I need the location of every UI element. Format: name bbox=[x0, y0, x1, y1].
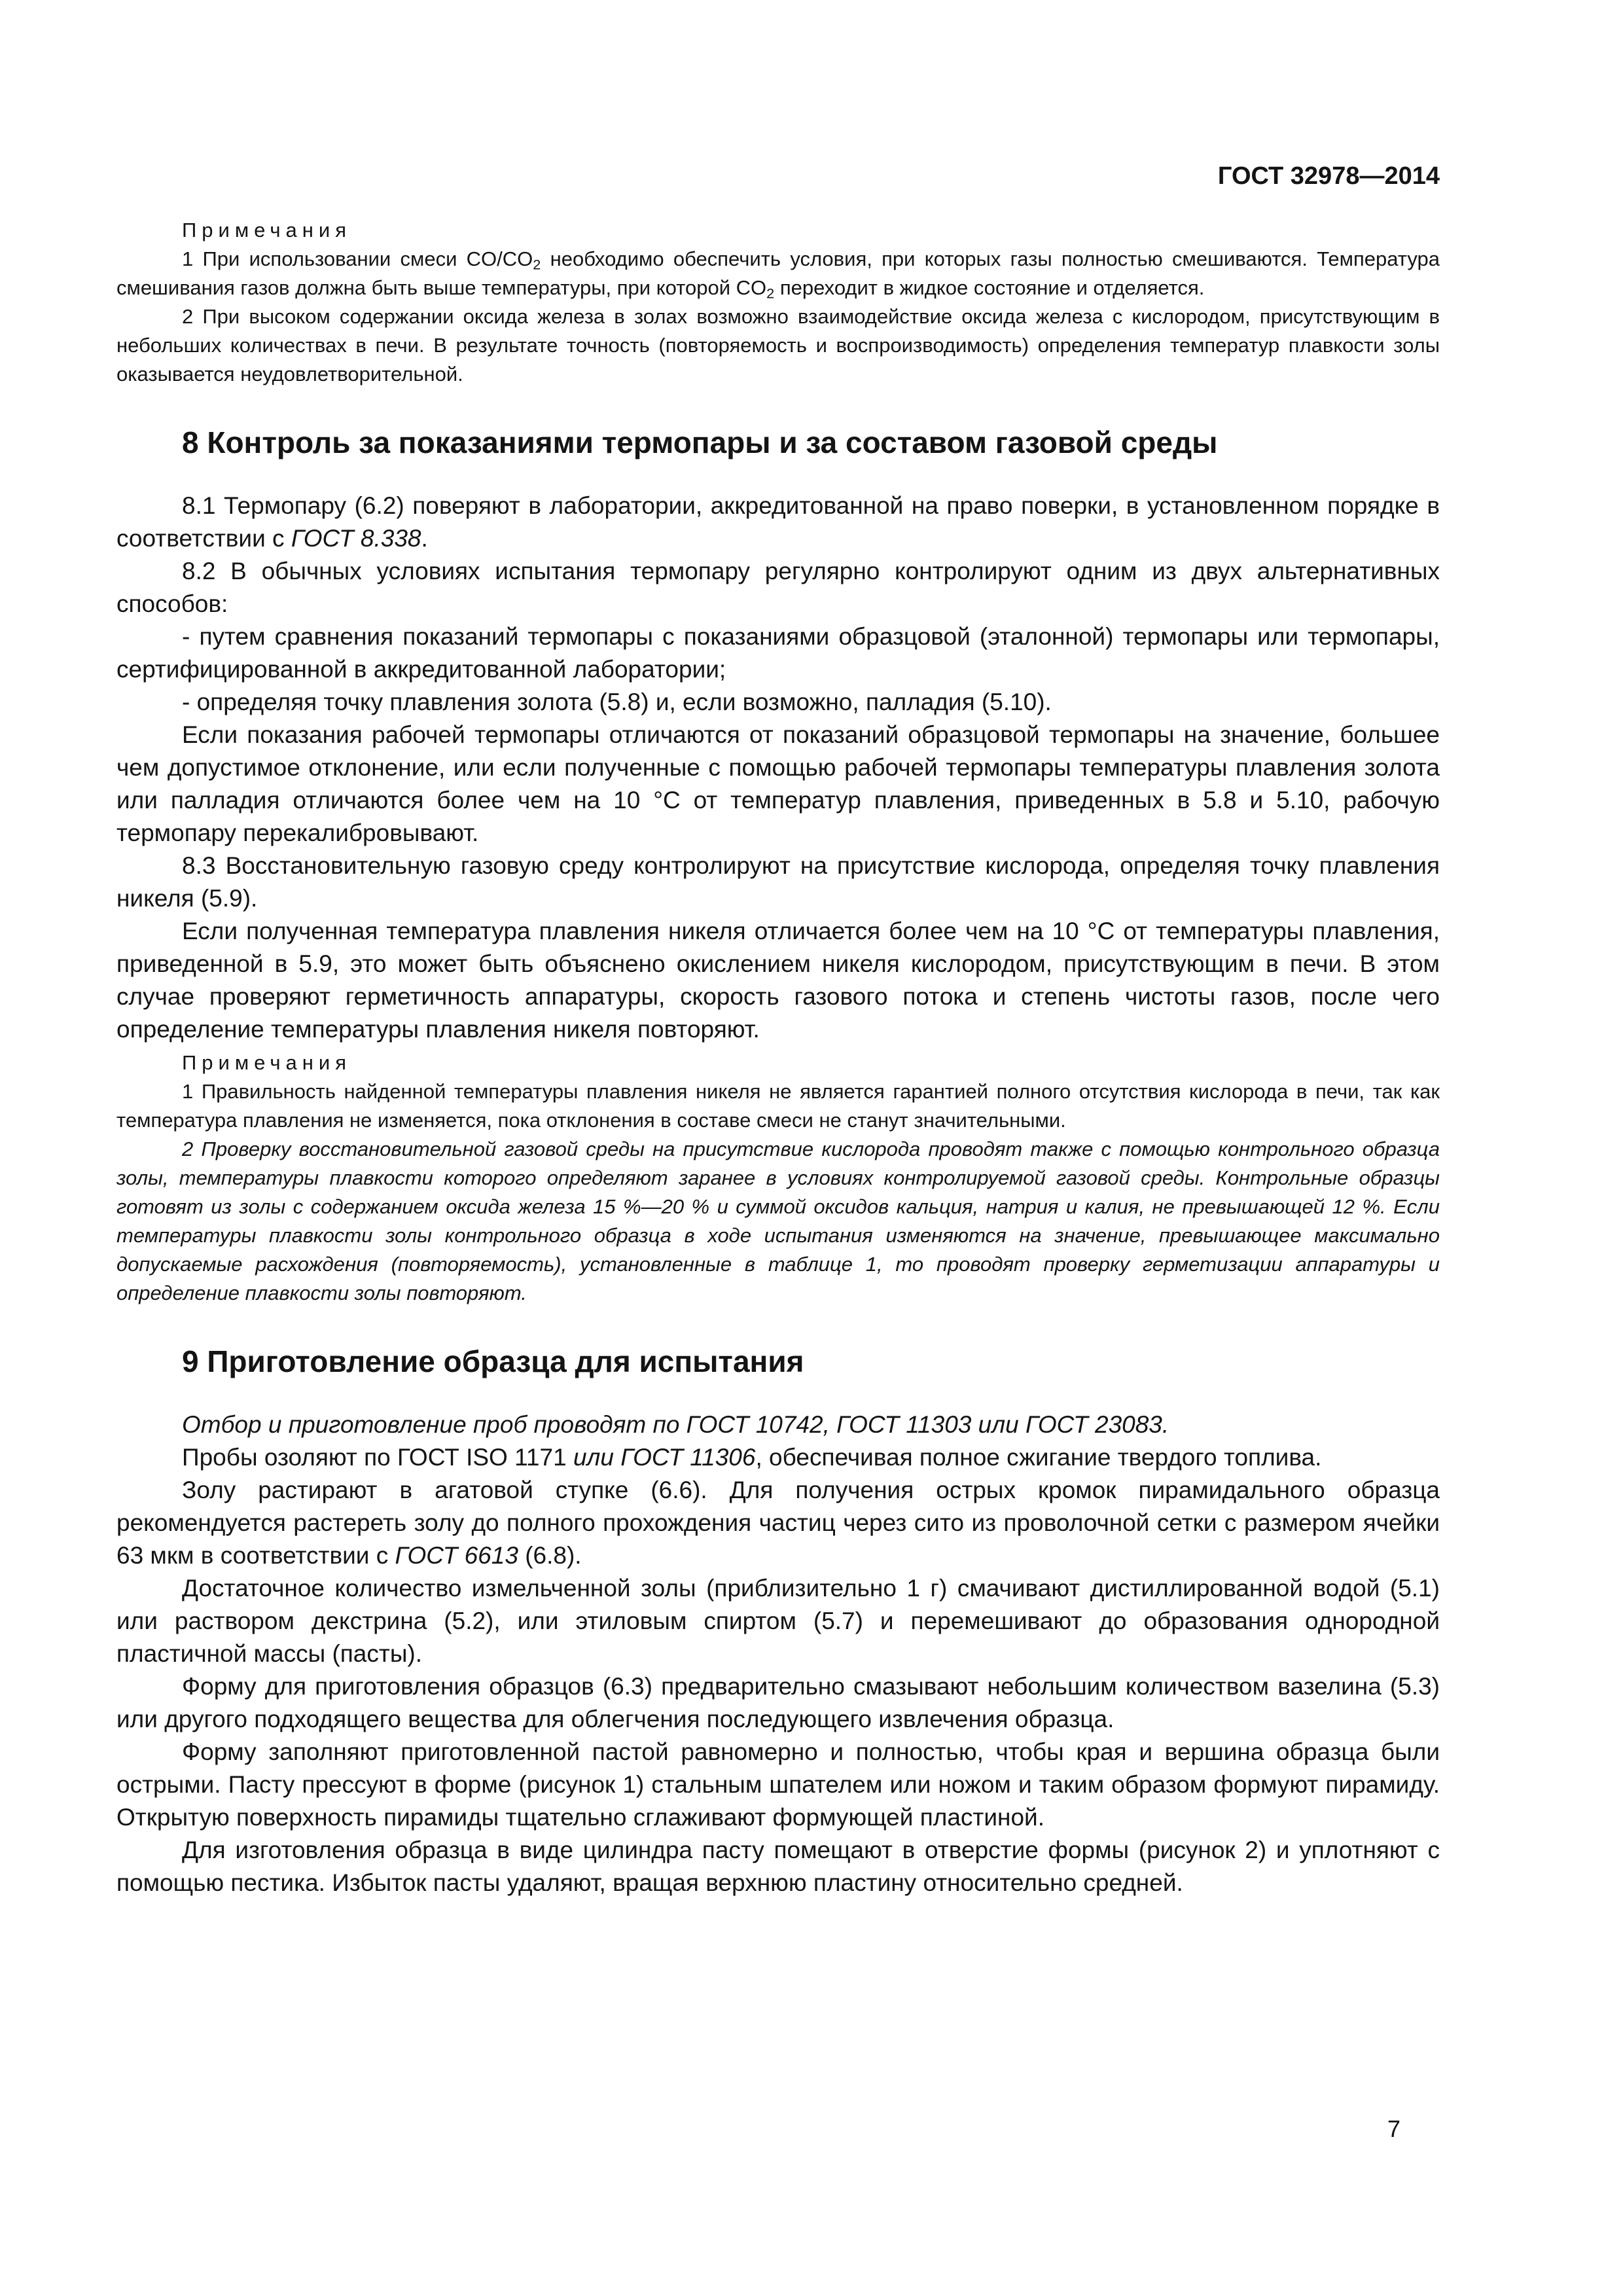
list-item: - путем сравнения показаний термопары с показаниями образцовой (эталонной) термопары или термопары, сертифицированной в аккредитованной лаборатории; bbox=[116, 623, 1440, 683]
paragraph-9-7: Для изготовления образца в виде цилиндра пасту помещают в отверстие формы (рисунок 2) и уплотняют с помощью пестика. Избыток пасты удаляют, вращая верхнюю пластину относительно средней. bbox=[116, 1837, 1440, 1896]
paragraph-8-1: 8.1 Термопару (6.2) поверяют в лаборатории, аккредитованной на право поверки, в установленном порядке в соответствии с ГОСТ 8.338. bbox=[116, 492, 1440, 552]
section-9-heading: 9 Приготовление образца для испытания bbox=[182, 1344, 804, 1378]
standard-ref-link: ГОСТ 8.338 bbox=[291, 525, 421, 552]
content-area bbox=[116, 216, 1440, 1899]
document-id-header: ГОСТ 32978—2014 bbox=[1217, 162, 1440, 190]
page-number: 7 bbox=[1387, 2115, 1401, 2142]
notes-block-b bbox=[116, 1049, 1440, 1308]
paragraph-8-3: 8.3 Восстановительную газовую среду контролируют на присутствие кислорода, определяя точку плавления никеля (5.9). bbox=[116, 852, 1440, 912]
note-2: 2 При высоком содержании оксида железа в золах возможно взаимодействие оксида железа с кислородом, присутствующим в небольших количествах в печи. В результате точность (повторяемость и воспроизводимость) определения температур плавкости золы оказывается неудовлетворительной. bbox=[116, 305, 1440, 386]
standard-ref-link: ГОСТ 6613 bbox=[395, 1542, 518, 1569]
paragraph-8-2-cont: Если показания рабочей термопары отличаются от показаний образцовой термопары на значение, большее чем допустимое отклонение, или если полученные с помощью рабочей термопары температуры плавления золота или палладия отличаются более чем на 10 °С от температур плавления, приведенных в 5.8 и 5.10, рабочую термопару перекалибровывают. bbox=[116, 721, 1440, 846]
note-1: 1 Правильность найденной температуры плавления никеля не является гарантией полного отсутствия кислорода в печи, так как температура плавления не изменяется, пока отклонения в составе смеси не станут значительными. bbox=[116, 1080, 1440, 1132]
paragraph-9-4: Достаточное количество измельченной золы (приблизительно 1 г) смачивают дистиллированной водой (5.1) или раствором декстрина (5.2), или этиловым спиртом (5.7) и перемешивают до образования однородной пластичной массы (пасты). bbox=[116, 1575, 1440, 1667]
notes-title: Примечания bbox=[182, 219, 351, 242]
paragraph-8-2: 8.2 В обычных условиях испытания термопару регулярно контролируют одним из двух альтернативных способов: bbox=[116, 558, 1440, 617]
paragraph-9-3: Золу растирают в агатовой ступке (6.6). Для получения острых кромок пирамидального образца рекомендуется растереть золу до полного прохождения частиц через сито из проволочной сетки с размером ячейки 63 мкм в соответствии с ГОСТ 6613 (6.8). bbox=[116, 1477, 1440, 1569]
paragraph-9-1: Отбор и приготовление проб проводят по ГОСТ 10742, ГОСТ 11303 или ГОСТ 23083. bbox=[182, 1411, 1169, 1438]
section-8-heading: 8 Контроль за показаниями термопары и за составом газовой среды bbox=[182, 425, 1218, 459]
paragraph-9-6: Форму заполняют приготовленной пастой равномерно и полностью, чтобы края и вершина образца были острыми. Пасту прессуют в форме (рисунок 1) стальным шпателем или ножом и таким образом формуют пирамиду. Открытую поверхность пирамиды тщательно сглаживают формующей пластиной. bbox=[116, 1738, 1440, 1831]
notes-block-a bbox=[116, 216, 1440, 389]
list-item: - определяя точку плавления золота (5.8) и, если возможно, палладия (5.10). bbox=[182, 689, 1052, 715]
paragraph-9-5: Форму для приготовления образцов (6.3) предварительно смазывают небольшим количеством вазелина (5.3) или другого подходящего вещества для облегчения последующего извлечения образца. bbox=[116, 1673, 1440, 1732]
note-2: 2 Проверку восстановительной газовой среды на присутствие кислорода проводят также с помощью контрольного образца золы, температуры плавкости которого определяют заранее в условиях контролируемой газовой среды. Контрольные образцы готовят из золы с содержанием оксида железа 15 %—20 % и суммой оксидов кальция, натрия и калия, не превышающей 12 %. Если температуры плавкости золы контрольного образца в ходе испытания изменяются на значение, превышающее максимально допускаемые расхождения (повторяемость), установленные в таблице 1, то проводят проверку герметизации аппаратуры и определение плавкости золы повторяют. bbox=[116, 1138, 1440, 1304]
notes-title: Примечания bbox=[182, 1051, 351, 1074]
standard-ref-link: или ГОСТ 11306 bbox=[573, 1444, 756, 1471]
note-1: 1 При использовании смеси $CO/CO_2$ необходимо обеспечить условия, при которых газы полностью смешиваются. Температура смешивания газов должна быть выше температуры, при которой $CO_2$ переходит в жидкое состояние и отделяется. bbox=[116, 247, 1440, 302]
paragraph-9-2: Пробы озоляют по ГОСТ ISO 1171 или ГОСТ 11306, обеспечивая полное сжигание твердого топлива. bbox=[182, 1444, 1322, 1471]
paragraph-8-3-cont: Если полученная температура плавления никеля отличается более чем на 10 °С от температуры плавления, приведенной в 5.9, это может быть объяснено окислением никеля кислородом, присутствующим в печи. В этом случае проверяют герметичность аппаратуры, скорость газового потока и степень чистоты газов, после чего определение температуры плавления никеля повторяют. bbox=[116, 918, 1440, 1043]
